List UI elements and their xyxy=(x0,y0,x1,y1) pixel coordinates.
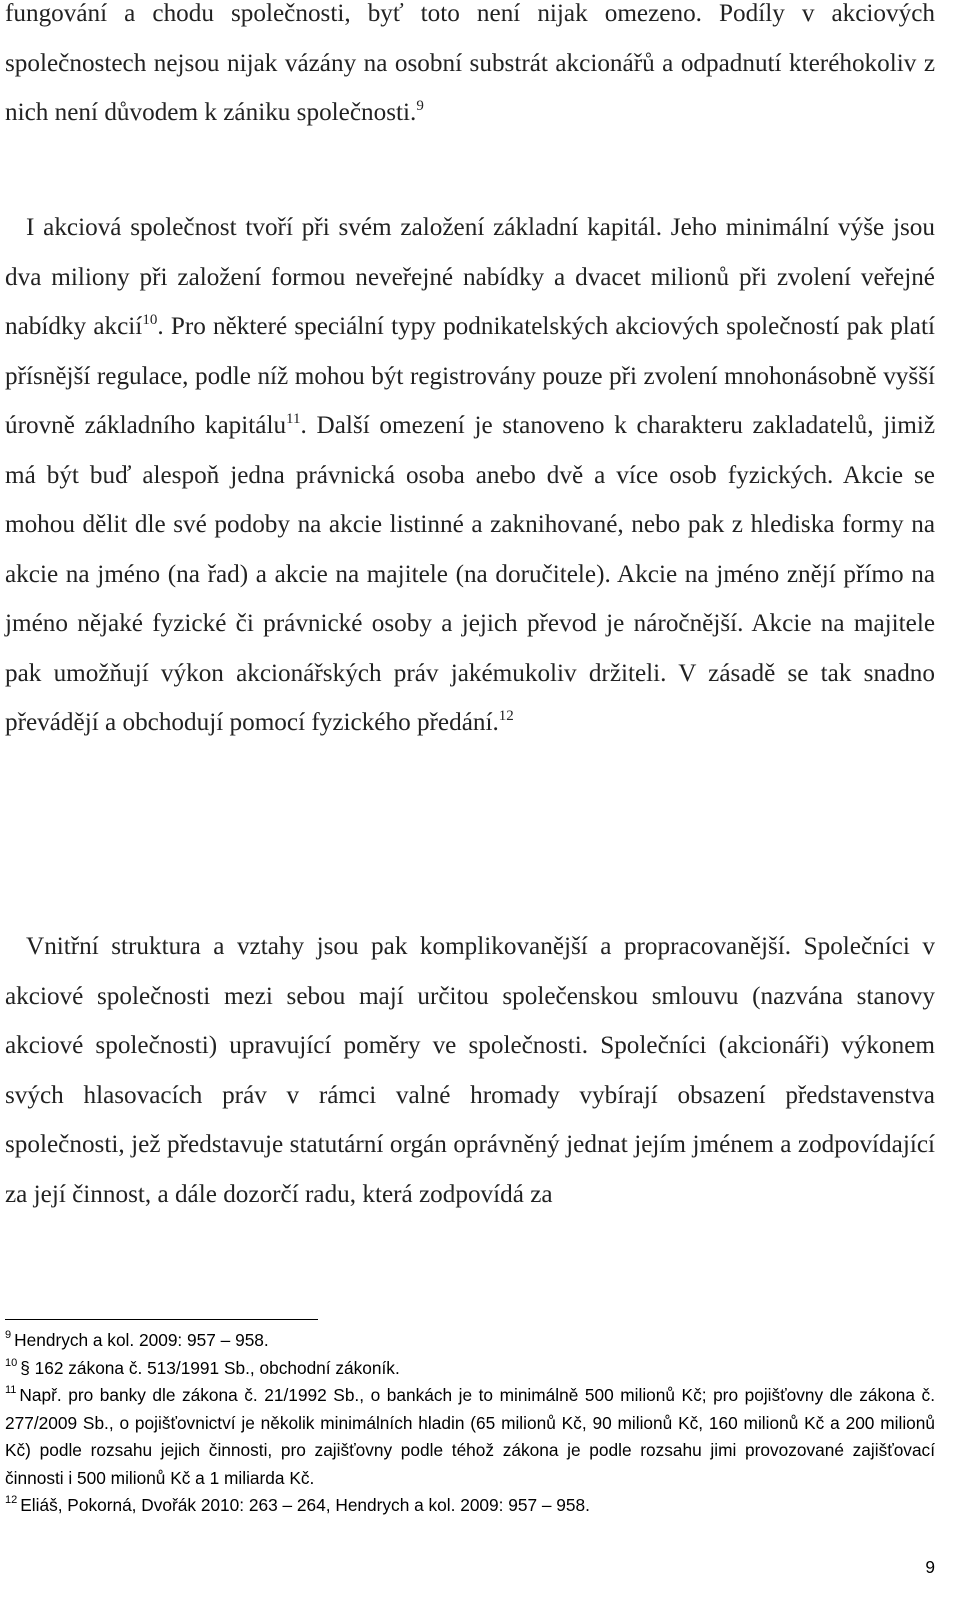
footnote-number: 10 xyxy=(5,1356,18,1369)
footnote-12 xyxy=(5,1492,935,1520)
footnote-separator xyxy=(5,1319,318,1320)
footnote-11 xyxy=(5,1382,935,1492)
footnote-ref-9[interactable]: 9 xyxy=(416,98,424,114)
footnote-text: Např. pro banky dle zákona č. 21/1992 Sb., o bankách je to minimálně 500 milionů Kč; pro pojišťovny dle zákona č. 277/2009 Sb., o pojišťovnictví je několik minimálních hladin (65 milionů Kč, 90 milionů Kč, 160 milionů Kč a 200 milionů Kč) podle rozsahu jejich činnosti, pro zajišťovny podle téhož zákona je podle rozsahu jimi provozované zajišťovací činnosti i 500 milionů Kč a 1 miliarda Kč. xyxy=(5,1385,935,1488)
paragraph-2-text-b: . Pro některé speciální typy podnikatelských akciových společností pak platí přísnější regulace, podle níž mohou být registrovány pouze při zvolení mnohonásobně vyšší úrovně základního kapitálu xyxy=(5,313,935,439)
footnote-number: 9 xyxy=(5,1329,12,1341)
footnote-ref-10[interactable]: 10 xyxy=(142,312,158,328)
paragraph-2-text-c: . Další omezení je stanoveno k charakteru zakladatelů, jimiž má být buď alespoň jedna právnická osoba anebo dvě a více osob fyzických. Akcie se mohou dělit dle své podoby na akcie listinné a zaknihované, nebo pak z hlediska formy na akcie na jméno (na řad) a akcie na majitele (na doručitele). Akcie na jméno znějí přímo na jméno nějaké fyzické či právnické osoby a jejich převod je náročnější. Akcie na majitele pak umožňují výkon akcionářských práv jakémukoliv držiteli. V zásadě se tak snadno převádějí a obchodují pomocí fyzického předání. xyxy=(5,412,935,736)
page-number: 9 xyxy=(925,1557,935,1577)
paragraph-3 xyxy=(5,922,935,1219)
footnote-number: 12 xyxy=(5,1494,18,1506)
footnote-text: Eliáš, Pokorná, Dvořák 2010: 263 – 264, Hendrych a kol. 2009: 957 – 958. xyxy=(20,1495,590,1515)
paragraph-2-text-a: I akciová společnost tvoří při svém založení základní kapitál. Jeho minimální výše jsou dva miliony při založení formou neveřejné nabídky a dvacet milionů při zvolení veřejné nabídky akcií xyxy=(5,214,935,340)
footnote-text: Hendrych a kol. 2009: 957 – 958. xyxy=(14,1330,269,1350)
footnote-number: 11 xyxy=(5,1384,17,1396)
paragraph-3-text: Vnitřní struktura a vztahy jsou pak komplikovanější a propracovanější. Společníci v akciové společnosti mezi sebou mají určitou společenskou smlouvu (nazvána stanovy akciové společnosti) upravující poměry ve společnosti. Společníci (akcionáři) výkonem svých hlasovacích práv v rámci valné hromady vybírají obsazení představenstva společnosti, jež představuje statutární orgán oprávněný jednat jejím jménem a zodpovídající za její činnost, a dále dozorčí radu, která zodpovídá za xyxy=(5,933,935,1208)
footnote-text: § 162 zákona č. 513/1991 Sb., obchodní zákoník. xyxy=(20,1357,400,1378)
paragraph-1-text: fungování a chodu společnosti, byť toto není nijak omezeno. Podíly v akciových společnostech nejsou nijak vázány na osobní substrát akcionářů a odpadnutí kteréhokoliv z nich není důvodem k zániku společnosti. xyxy=(5,0,935,126)
paragraph-1 xyxy=(5,0,935,138)
paragraph-2 xyxy=(5,203,935,748)
footnote-ref-12[interactable]: 12 xyxy=(498,708,514,724)
footnote-ref-11[interactable]: 11 xyxy=(286,411,301,427)
footnote-10 xyxy=(5,1355,935,1383)
footnote-9 xyxy=(5,1327,935,1355)
footnotes xyxy=(5,1327,935,1520)
